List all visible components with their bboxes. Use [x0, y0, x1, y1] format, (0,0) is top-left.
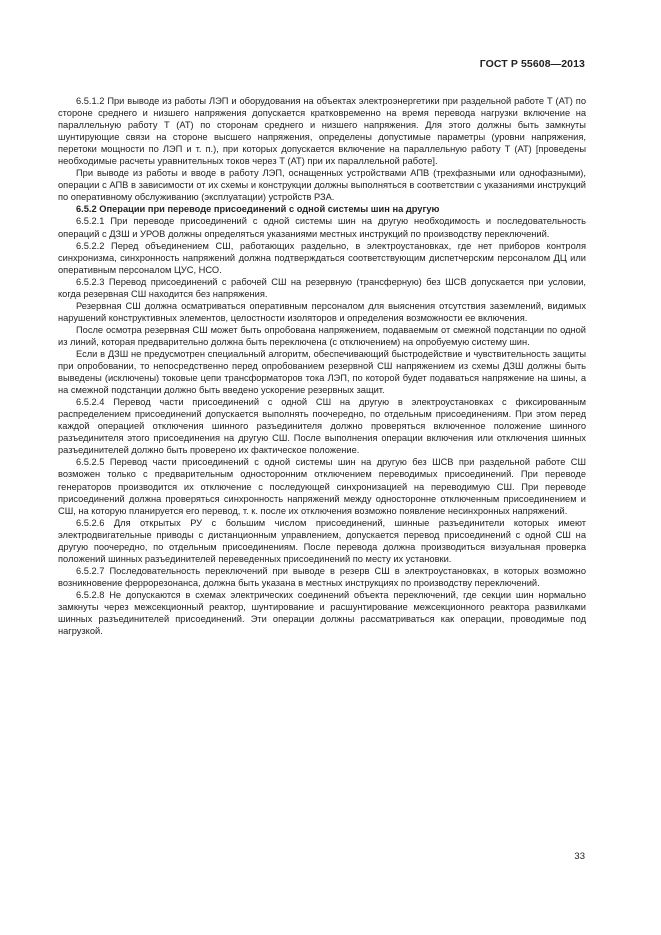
paragraph-reserve-bus-testing: После осмотра резервная СШ может быть опробована напряжением, подаваемым от смежной подстанции по одной из линий, которая предварительно должна быть переключена (с отключением) на опробуемую систему шин.	[58, 324, 586, 347]
document-body	[58, 95, 586, 637]
paragraph-reserve-bus-inspection: Резервная СШ должна осматриваться оперативным персоналом для выяснения отсутствия заземлений, видимых нарушений конструктивных элементов, целостности изоляторов и определения возможности ее включения.	[58, 300, 586, 323]
paragraph-6-5-1-2: 6.5.1.2 При выводе из работы ЛЭП и оборудования на объектах электроэнергетики при раздельной работе Т (АТ) по стороне среднего и низшего напряжения допускается кратковременно на время перевода нагрузки включение на параллельную работу Т (АТ) по сторонам среднего и низшего напряжения. Для этого должны быть замкнуты шунтирующие связи на стороне высшего напряжения, определены допустимые параметры (уровни напряжения, перетоки мощности по ЛЭП и т. п.), при которых допускается включение на параллельную работу Т (АТ) [проведены необходимые расчеты уравнительных токов через Т (АТ) при их параллельной работе].	[58, 96, 586, 167]
paragraph-6-5-2-5: 6.5.2.5 Перевод части присоединений с одной системы шин на другую без ШСВ при раздельной работе СШ возможен только с предварительным односторонним отключением переводимых присоединений. При переводе генераторов производится их отключение с последующей синхронизацией на переводимую СШ. При переводе присоединений должна проверяться синхронность напряжений между односторонне отключенным присоединением и СШ, на которую планируется его перевод, т. к. после их отключения возможно появление несинхронных напряжений.	[58, 457, 586, 516]
section-heading-6-5-2: 6.5.2 Операции при переводе присоединений с одной системы шин на другую	[76, 204, 440, 215]
paragraph-6-5-2-2: 6.5.2.2 Перед объединением СШ, работающих раздельно, в электроустановках, где нет приборов контроля синхронизма, синхронность напряжений должна подтверждаться соответствующим диспетчерским персоналом ДЦ или оперативным персоналом ЦУС, НСО.	[58, 240, 586, 275]
paragraph-6-5-2-4: 6.5.2.4 Перевод части присоединений с одной СШ на другую в электроустановках с фиксированным распределением присоединений допускается выполнять поочередно, по отдельным присоединениям. При этом перед каждой операцией отключения шинного разъединителя должно проверяться включенное положение шинного разъединителя этого присоединения на другую СШ. После выполнения операции включения или отключения шинных разъединителей должно быть проверено их фактическое положение.	[58, 397, 586, 456]
page-number: 33	[574, 851, 585, 862]
paragraph-6-5-2-6: 6.5.2.6 Для открытых РУ с большим числом присоединений, шинные разъединители которых имеют электродвигательные приводы с дистанционным управлением, допускается перевод присоединений с одной СШ на другую поочередно, по отдельным присоединениям. После перевода должна производиться визуальная проверка положений шинных разъединителей переведенных присоединений по месту их установки.	[58, 517, 586, 564]
paragraph-6-5-2-3: 6.5.2.3 Перевод присоединений с рабочей СШ на резервную (трансферную) без ШСВ допускается при условии, когда резервная СШ находится без напряжения.	[58, 276, 586, 299]
paragraph-dzsh-algorithm: Если в ДЗШ не предусмотрен специальный алгоритм, обеспечивающий быстродействие и чувствительность защиты при опробовании, то непосредственно перед опробованием резервной СШ напряжением из схемы ДЗШ должны быть выведены (исключены) токовые цепи трансформаторов тока ЛЭП, по которой будет подаваться напряжение на шины, а на смежной подстанции должно быть введено ускорение резервных защит.	[58, 348, 586, 396]
paragraph-6-5-2-8: 6.5.2.8 Не допускаются в схемах электрических соединений объекта переключений, где секции шин нормально замкнуты через межсекционный реактор, шунтирование и расшунтирование межсекционного реактора развилками шинных разъединителей присоединений. Эти операции должны рассматриваться как операции, проводимые под нагрузкой.	[58, 589, 586, 637]
document-standard-header: ГОСТ Р 55608—2013	[479, 58, 585, 70]
paragraph-6-5-2-1: 6.5.2.1 При переводе присоединений с одной системы шин на другую необходимость и последовательность операций с ДЗШ и УРОВ должны определяться указаниями местных инструкций по производству переключений.	[58, 216, 586, 239]
paragraph-apv-operations: При выводе из работы и вводе в работу ЛЭП, оснащенных устройствами АПВ (трехфазными или однофазными), операции с АПВ в зависимости от их схемы и конструкции должны выполняться в соответствии с указаниями инструкций по оперативному обслуживанию (эксплуатации) устройств РЗА.	[58, 168, 586, 203]
paragraph-6-5-2-7: 6.5.2.7 Последовательность переключений при выводе в резерв СШ в электроустановках, в которых возможно возникновение феррорезонанса, должна быть указана в местных инструкциях по производству переключений.	[58, 565, 586, 588]
